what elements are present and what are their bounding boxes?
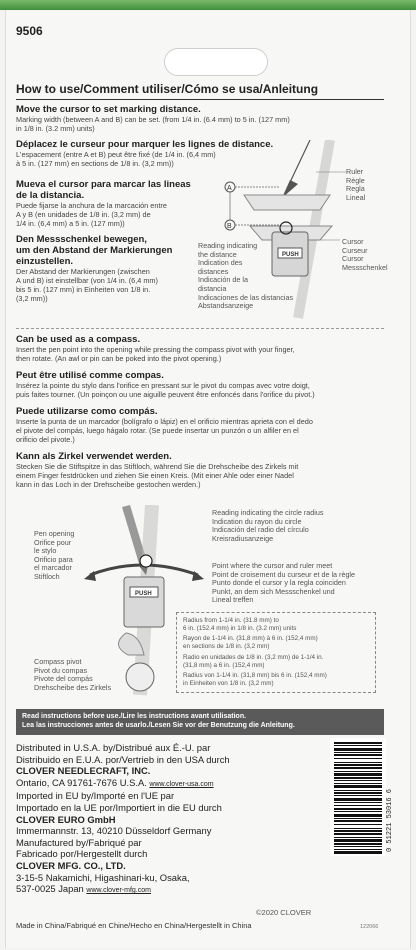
barcode-bar	[334, 748, 382, 751]
barcode-bar	[334, 752, 382, 753]
radius-reading-labels: Reading indicating the circle radius Indication du rayon du circle Indicación del radio del círculo Kreisradiusanzeige	[212, 508, 324, 543]
text-de-4: (3,2 mm))	[16, 294, 48, 303]
ruler-labels: Ruler Règle Regla Lineal	[346, 167, 366, 202]
text-de-1: Der Abstand der Markierungen (zwischen	[16, 267, 150, 276]
heading-en: Move the cursor to set marking distance.	[16, 104, 201, 115]
heading-compass-de: Kann als Zirkel verwendet werden.	[16, 451, 172, 462]
barcode-bar	[334, 745, 382, 746]
barcode-bar	[334, 814, 382, 817]
radius-range-box: Radius from 1-1/4 in. (31.8 mm) to 6 in. (152.4 mm) in 1/8 in. (3.2 mm) units Rayon de 1-1/4 in. (31,8 mm) à 6 in. (152,4 mm) en sections de 1/8 in. (3,2 mm) Radio en unidades de 1/8 in. (3,2 mm) de 1-1/4 in. (31,8 mm) a 6 in. (152,4 mm) Radius von 1-1/4 in. (31,8 mm) bis 6 in. (152,4 mm) in Einheiten von 1/8 in. (3,2 mm)	[176, 612, 376, 693]
arrow-left-icon	[84, 571, 96, 581]
text-compass-es-3: orificio del pivote.)	[16, 435, 75, 444]
barcode-bar	[334, 780, 382, 781]
barcode-bar	[334, 837, 382, 838]
warning-banner: Read instructions before use./Lire les instructions avant utilisation. Lea las instrucciones antes de usarlo./Lesen Sie vor der Benutzung die Anleitung.	[16, 709, 384, 735]
compass-pivot-labels: Compass pivot Pivot du compas Pivote del compás Drehscheibe des Zirkels	[34, 657, 112, 692]
text-compass-de-3: kann in das Loch in der Drehscheibe gestochen werden.)	[16, 480, 201, 489]
heading-compass-fr: Peut être utilisé comme compas.	[16, 370, 164, 381]
cursor-ruler-meet-labels: Point where the cursor and ruler meet Point de croisement du curseur et de la règle Punto donde el cursor y la regla coinciden Punkt, an dem sich Messschenkel und Lineal treffen	[212, 561, 356, 605]
barcode-bar	[334, 851, 382, 854]
mark-b: B	[227, 223, 232, 230]
push-text: PUSH	[135, 591, 152, 597]
text-fr-2: à 5 in. (127 mm) en sections de 1/8 in. (3,2 mm))	[16, 159, 174, 168]
cursor-body	[124, 577, 164, 627]
barcode-bar	[334, 828, 382, 829]
pen-opening-circle	[140, 555, 152, 567]
heading-de-1: Den Messschenkel bewegen,	[16, 234, 147, 245]
text-de-2: A und B) ist einstellbar (von 1/4 in. (6,4 mm)	[16, 276, 158, 285]
barcode-bar	[334, 843, 382, 845]
made-in-china: Made in China/Fabriqué en Chine/Hecho en China/Hergestellt in China	[16, 921, 252, 930]
barcode-bar	[334, 762, 382, 763]
barcode-bar	[334, 811, 382, 812]
push-text: PUSH	[282, 252, 299, 258]
text-compass-de-2: einem Finger festdrücken und ziehen Sie einen Kreis. (Mit einer Ahle oder einer Nadel	[16, 471, 294, 480]
barcode-bar	[334, 798, 382, 801]
barcode-bar	[334, 805, 382, 806]
copyright: ©2020 CLOVER	[256, 908, 312, 917]
text-compass-en-2: then rotate. (An awl or pin can be poked into the pivot opening.)	[16, 354, 222, 363]
hang-hole	[164, 48, 268, 76]
ruler-edge	[244, 195, 330, 210]
cursor-labels: Cursor Curseur Cursor Messschenkel	[342, 237, 388, 272]
text-compass-de-1: Stecken Sie die Stiftspitze in das Stiftloch, während Sie die Drehscheibe des Zirkels mit	[16, 462, 299, 471]
text-de-3: bis 5 in. (127 mm) in Einheiten von 1/8 in.	[16, 285, 151, 294]
text-fr-1: L'espacement (entre A et B) peut être fixé (de 1/4 in. (6,4 mm)	[16, 150, 216, 159]
heading-compass-en: Can be used as a compass.	[16, 334, 141, 345]
text-en-2: in 1/8 in. (3.2 mm) units)	[16, 124, 95, 133]
green-top-band	[0, 0, 416, 10]
small-code: 122066	[360, 924, 379, 930]
barcode-bar	[334, 833, 382, 835]
barcode-bar	[334, 802, 382, 803]
reading-distance-labels: Reading indicating the distance Indication des distances Indicación de la distancia Indicaciones de las distancias Abstandsanzeige	[198, 241, 294, 311]
barcode-bar	[334, 830, 382, 832]
barcode-bar	[334, 824, 382, 825]
heading-es-1: Mueva el cursor para marcar las lineas	[16, 179, 191, 190]
barcode-bar	[334, 785, 382, 788]
text-en-1: Marking width (between A and B) can be set. (from 1/4 in. (6.4 mm) to 5 in. (127 mm)	[16, 115, 290, 124]
text-es-1: Puede fijarse la anchura de la marcación entre	[16, 201, 167, 210]
section-compass	[16, 334, 388, 489]
barcode-bar	[334, 764, 382, 766]
text-compass-es-2: el pivote del compás, luego hágalo rotar. (Se puede insertar un punzón o un alfiler en el	[16, 426, 299, 435]
barcode-bar	[334, 777, 382, 779]
compass-pivot	[126, 663, 154, 691]
barcode-bar	[334, 758, 382, 759]
barcode-bar	[334, 754, 382, 756]
text-compass-es-1: Inserte la punta de un marcador (bolígrafo o lápiz) en el orificio mientras aprieta con el dedo	[16, 417, 313, 426]
barcode-bar	[334, 773, 382, 776]
divider-1	[16, 328, 384, 329]
barcode-bar	[334, 742, 382, 744]
barcode-bar	[334, 818, 382, 819]
product-code: 9506	[16, 24, 43, 38]
barcode-bar	[334, 820, 382, 822]
arrow-right-icon	[192, 571, 204, 581]
barcode-bar	[334, 849, 382, 850]
barcode-bar	[334, 771, 382, 772]
barcode-bars	[330, 738, 386, 856]
barcode-bar	[334, 795, 382, 796]
barcode-bar	[334, 792, 382, 794]
barcode-bar	[334, 767, 382, 769]
heading-compass-es: Puede utilizarse como compás.	[16, 406, 158, 417]
text-compass-fr-2: puis faites tourner. (Un poinçon ou une aiguille peuvent être enfoncés dans l'orifice du pivot.)	[16, 390, 315, 399]
heading-de-2: um den Abstand der Markierungen	[16, 245, 173, 256]
heading-fr: Déplacez le curseur pour marquer les lignes de distance.	[16, 139, 274, 150]
text-es-3: 1/4 in. (6,4 mm) a 5 in. (127 mm))	[16, 219, 125, 228]
heading-es-2: de la distancia.	[16, 190, 85, 201]
clover-mfg-link[interactable]: www.clover-mfg.com	[86, 887, 151, 895]
barcode-bar	[334, 846, 382, 847]
mark-a: A	[227, 185, 232, 192]
page-title: How to use/Comment utiliser/Cómo se usa/Anleitung	[16, 82, 384, 100]
pen-opening-labels: Pen opening Orifice pour le stylo Orificio para el marcador Stiftloch	[34, 529, 75, 581]
clover-usa-link[interactable]: www.clover-usa.com	[149, 780, 214, 788]
barcode-bar	[334, 808, 382, 810]
distribution-info: Distributed in U.S.A. by/Distribué aux É.-U. par Distribuido en E.U.A. por/Vertrieb in den USA durch CLOVER NEEDLECRAFT, INC. Ontario, CA 91761-7676 U.S.A. www.clover-usa.com Imported in EU by/Importé en l'UE par Importado en la UE por/Importiert in die EU durch CLOVER EURO GmbH Immermannstr. 13, 40210 Düsseldorf Germany Manufactured by/Fabriqué par Fabricado por/Hergestellt durch CLOVER MFG. CO., LTD. 3-15-5 Nakamichi, Higashinari-ku, Osaka, 537-0025 Japan www.clover-mfg.com	[16, 742, 230, 895]
barcode-bar	[334, 783, 382, 784]
text-compass-fr-1: Insérez la pointe du stylo dans l'orifice en pressant sur le pivot du compas avec votre doigt,	[16, 381, 310, 390]
barcode	[330, 738, 386, 856]
heading-de-3: einzustellen.	[16, 256, 74, 267]
barcode-bar	[334, 790, 382, 791]
text-es-2: A y B (en unidades de 1/8 in. (3,2 mm) de	[16, 210, 151, 219]
barcode-bar	[334, 839, 382, 842]
text-compass-en-1: Insert the pen point into the opening while pressing the compass pivot with your finger,	[16, 345, 295, 354]
barcode-digits: 0 51221 53016 6	[386, 788, 394, 852]
